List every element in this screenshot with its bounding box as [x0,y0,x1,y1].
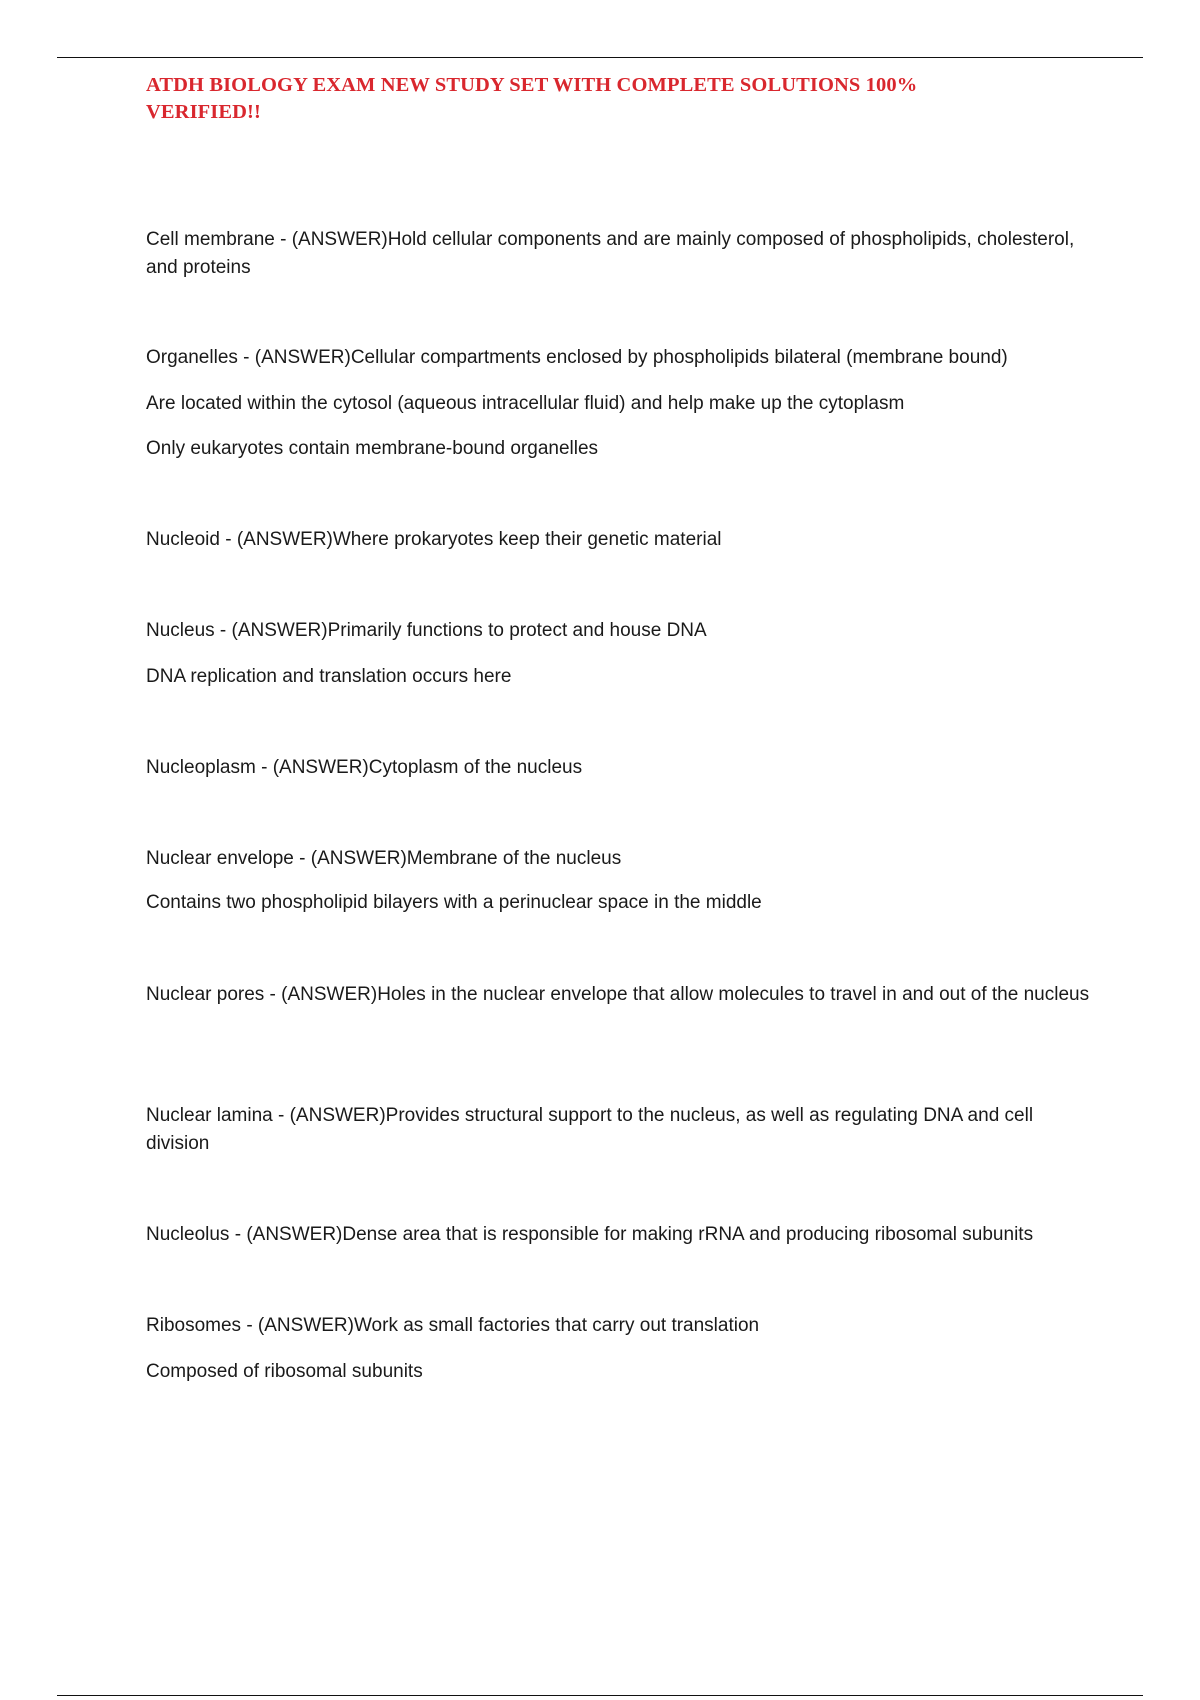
header-rule [57,57,1143,58]
entry-nuclear-pores-line-1: Nuclear pores - (ANSWER)Holes in the nuclear envelope that allow molecules to travel in and out of the nucleus [146,984,1090,1005]
entry-organelles-line-3: Only eukaryotes contain membrane-bound organelles [146,438,599,459]
entry-nucleoplasm-line-1: Nucleoplasm - (ANSWER)Cytoplasm of the nucleus [146,757,583,778]
entry-nucleoid-line-1: Nucleoid - (ANSWER)Where prokaryotes keep their genetic material [146,529,722,550]
footer-rule [57,1695,1143,1696]
entry-nucleus-line-1: Nucleus - (ANSWER)Primarily functions to protect and house DNA [146,620,707,641]
entry-cell-membrane-line-1: Cell membrane - (ANSWER)Hold cellular components and are mainly composed of phospholipids, cholesterol, and proteins [146,229,1075,278]
entry-nuclear-lamina-line-1: Nuclear lamina - (ANSWER)Provides structural support to the nucleus, as well as regulating DNA and cell division [146,1105,1034,1154]
entry-ribosomes-line-1: Ribosomes - (ANSWER)Work as small factories that carry out translation [146,1315,760,1336]
entry-nucleolus-line-1: Nucleolus - (ANSWER)Dense area that is responsible for making rRNA and producing ribosomal subunits [146,1224,1034,1245]
entry-ribosomes-line-2: Composed of ribosomal subunits [146,1361,423,1382]
entry-nuclear-envelope-line-1: Nuclear envelope - (ANSWER)Membrane of the nucleus [146,848,622,869]
entry-nuclear-envelope-line-2: Contains two phospholipid bilayers with a perinuclear space in the middle [146,892,762,913]
entry-nucleus-line-2: DNA replication and translation occurs here [146,666,512,687]
document-title: ATDH BIOLOGY EXAM NEW STUDY SET WITH COMPLETE SOLUTIONS 100% VERIFIED!! [146,74,918,123]
entry-organelles-line-1: Organelles - (ANSWER)Cellular compartments enclosed by phospholipids bilateral (membrane bound) [146,347,1008,368]
entry-organelles-line-2: Are located within the cytosol (aqueous intracellular fluid) and help make up the cytoplasm [146,393,905,414]
